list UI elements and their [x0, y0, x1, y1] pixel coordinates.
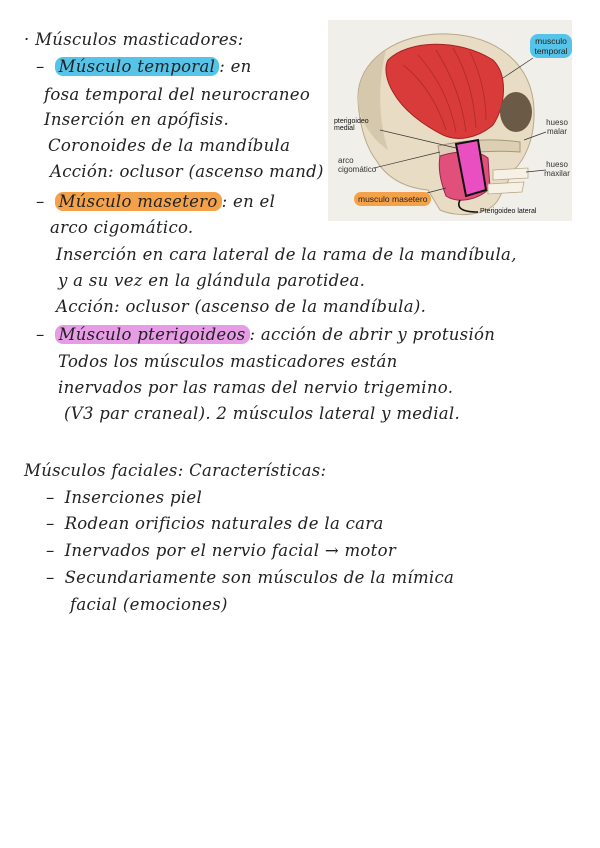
facial-item-text: Rodean orificios naturales de la cara [64, 514, 384, 533]
note-pterig-line1 [36, 325, 495, 344]
section-faciales-title: Músculos faciales: Características: [24, 461, 327, 480]
label-musculo-temporal: musculo temporal [530, 34, 572, 58]
label-musculo-masetero: musculo masetero [354, 192, 431, 206]
facial-item-3 [46, 541, 396, 560]
section-masticadores-title: · Músculos masticadores: [24, 30, 244, 49]
facial-item-4 [46, 568, 454, 587]
dash-bullet: – [36, 325, 45, 344]
note-masetero-line3: Inserción en cara lateral de la rama de la mandíbula, [56, 245, 517, 264]
facial-item-2 [46, 514, 384, 533]
dash-bullet: – [46, 514, 55, 533]
label-pterigoideo-medial: pterigoideo medial [334, 118, 369, 132]
note-masetero-line4: y a su vez en la glándula parotidea. [58, 271, 366, 290]
label-hueso-malar: hueso malar [546, 118, 568, 136]
note-pterig-line4: (V3 par craneal). 2 músculos lateral y medial. [64, 404, 461, 423]
facial-item-1 [46, 488, 202, 507]
note-masetero-line1 [36, 192, 275, 211]
pterig-rest: : acción de abrir y protusión [249, 325, 496, 344]
note-temporal-line3: Inserción en apófisis. [44, 110, 229, 129]
dash-bullet: – [46, 488, 55, 507]
note-temporal-line2: fosa temporal del neurocraneo [44, 85, 311, 104]
masetero-rest: : en el [221, 192, 276, 211]
label-hueso-maxilar: hueso maxilar [544, 160, 570, 178]
dash-bullet: – [46, 541, 55, 560]
note-masetero-line2: arco cigomático. [50, 218, 194, 237]
label-pterigoideo-lateral: Pterigoideo lateral [480, 208, 537, 215]
facial-item-4-cont: facial (emociones) [70, 595, 228, 614]
note-masetero-line5: Acción: oclusor (ascenso de la mandíbula). [56, 297, 427, 316]
note-temporal-line5: Acción: oclusor (ascenso mand) [50, 162, 324, 181]
masetero-highlight: Músculo masetero [55, 192, 222, 211]
facial-item-text: Inserciones piel [64, 488, 203, 507]
pterig-highlight: Músculo pterigoideos [55, 325, 250, 344]
facial-item-text: Inervados por el nervio facial → motor [64, 541, 397, 560]
note-temporal-line1 [36, 57, 252, 76]
skull-muscles-figure [328, 20, 572, 221]
note-pterig-line2: Todos los músculos masticadores están [58, 352, 398, 371]
temporal-highlight: Músculo temporal [55, 57, 220, 76]
note-temporal-line4: Coronoides de la mandíbula [48, 136, 291, 155]
dash-bullet: – [36, 192, 45, 211]
dash-bullet: – [36, 57, 45, 76]
dash-bullet: – [46, 568, 55, 587]
temporal-rest: : en [219, 57, 252, 76]
facial-item-text: Secundariamente son músculos de la mímica [64, 568, 455, 587]
note-pterig-line3: inervados por las ramas del nervio trigemino. [58, 378, 454, 397]
label-arco-cigomatico: arco cigomático [338, 156, 377, 174]
